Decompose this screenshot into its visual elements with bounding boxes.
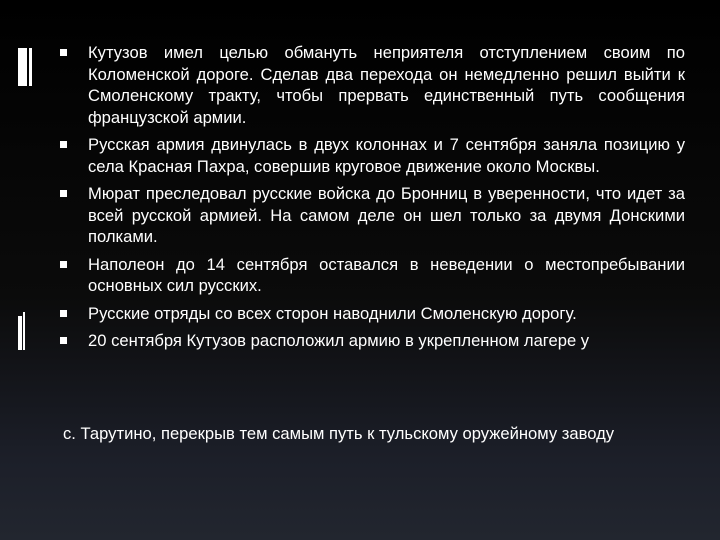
bullet-list [60, 42, 685, 352]
list-item [60, 183, 685, 248]
list-item [60, 134, 685, 177]
decorative-bar [29, 48, 32, 86]
decorative-bar [18, 48, 27, 86]
bullet-text: Кутузов имел целью обмануть неприятеля отступлением своим по Коломенской дороге. Сделав два перехода он немедленно решил выйти к Смоленскому тракту, чтобы прервать единственный путь сообщения французской армии. [88, 43, 685, 127]
bullet-text: Наполеон до 14 сентября оставался в неведении о местопребывании основных сил русских. [88, 254, 685, 295]
list-item [60, 330, 685, 352]
bullet-text: Русские отряды со всех сторон наводнили Смоленскую дорогу. [88, 303, 577, 323]
decorative-bar [23, 312, 25, 350]
bullet-text: 20 сентября Кутузов расположил армию в укрепленном лагере у [88, 331, 590, 350]
bullet-square-icon [60, 141, 67, 148]
bullet-text: Русская армия двинулась в двух колоннах и 7 сентября заняла позицию у села Красная Пахра, совершив круговое движение около Москвы. [88, 135, 685, 176]
continuation-text: с. Тарутино, перекрыв тем самым путь к тульскому оружейному заводу [63, 424, 615, 443]
bullet-square-icon [60, 261, 67, 268]
bullet-square-icon [60, 337, 67, 344]
bullet-square-icon [60, 49, 67, 56]
list-item [60, 303, 685, 325]
bullet-square-icon [60, 190, 67, 197]
bullet-text: Мюрат преследовал русские войска до Бронниц в уверенности, что идет за всей русской армией. На самом деле он шел только за двумя Донскими полками. [88, 184, 685, 246]
decorative-bar [18, 316, 22, 350]
bullet-square-icon [60, 310, 67, 317]
list-item [60, 254, 685, 297]
list-item [60, 42, 685, 128]
